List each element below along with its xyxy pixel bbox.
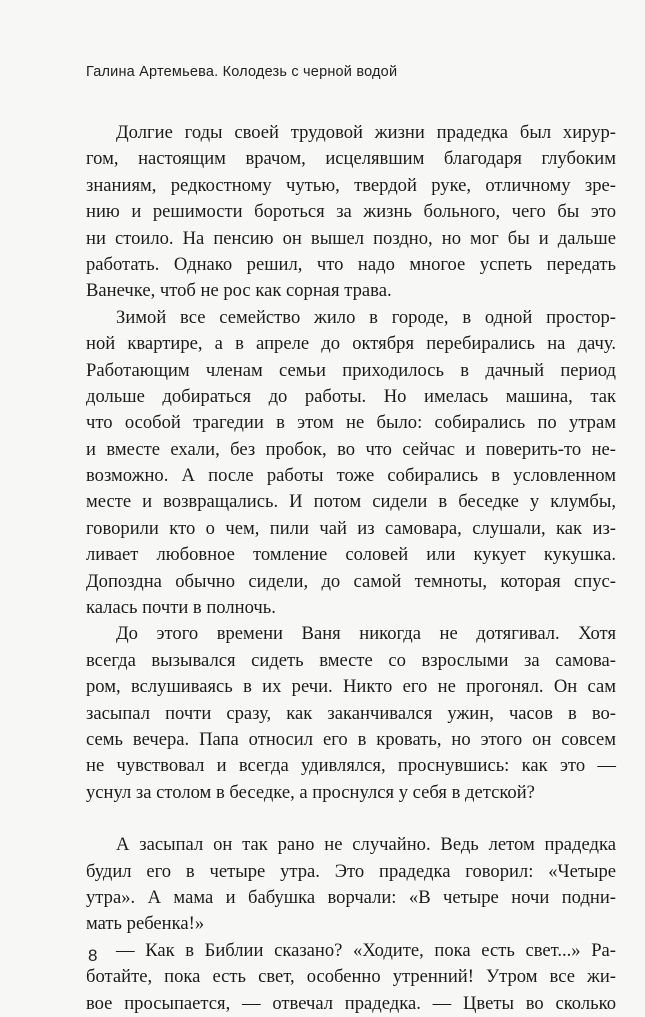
text-line: месте и возвращались. И потом сидели в беседке у клумбы,: [86, 491, 616, 513]
paragraph: [86, 832, 616, 938]
paragraph: [86, 621, 616, 806]
text-line: Работающим членам семьи приходилось в дачный период: [86, 359, 616, 381]
paragraph: [86, 120, 616, 305]
text-line: что особой трагедии в этом не было: собирались по утрам: [86, 412, 616, 434]
paragraph: [86, 305, 616, 622]
text-line: А засыпал он так рано не случайно. Ведь летом прадедка: [116, 834, 616, 856]
text-line: вое просыпается, — отвечал прадедка. — Цветы во сколько: [86, 992, 616, 1014]
text-line: Допоздна обычно сидели, до самой темноты, которая спус-: [86, 570, 616, 592]
text-line: ни стоило. На пенсию он вышел поздно, но мог бы и дальше: [86, 227, 616, 249]
text-line: ром, вслушиваясь в их речи. Никто его не прогонял. Он сам: [86, 676, 616, 698]
text-line: работать. Однако решил, что надо многое успеть передать: [86, 253, 616, 275]
text-line: возможно. А после работы тоже собирались в условленном: [86, 465, 616, 487]
text-line: засыпал почти сразу, как заканчивался ужин, часов в во-: [86, 702, 616, 724]
text-line: Долгие годы своей трудовой жизни прадедка был хирур-: [116, 122, 616, 143]
text-line: и вместе ехали, без пробок, во что сейчас и поверить-то не-: [86, 438, 616, 460]
text-line: мать ребенка!»: [86, 913, 205, 935]
text-line: нию и решимости бороться за жизнь больного, чего бы это: [86, 201, 616, 223]
body-text: [86, 120, 616, 1017]
text-line: всегда вызывался сидеть вместе со взрослыми за самова-: [86, 649, 616, 671]
text-line: Ванечке, чтоб не рос как сорная трава.: [86, 280, 392, 302]
text-line: уснул за столом в беседке, а проснулся у себя в детской?: [86, 781, 535, 803]
text-line: ной квартире, а в апреле до октября перебирались на дачу.: [86, 333, 616, 355]
text-line: дольше добираться до работы. Но имелась машина, так: [86, 385, 616, 407]
text-line: не чувствовал и всегда удивлялся, проснувшись: как это —: [86, 755, 616, 777]
text-line: гом, настоящим врачом, исцелявшим благодаря глубоким: [86, 148, 616, 170]
paragraph: [86, 938, 616, 1017]
text-line: ботайте, пока есть свет, особенно утренний! Утром все жи-: [86, 966, 616, 988]
text-line: говорили кто о чем, пили чай из самовара, слушали, как из-: [86, 517, 616, 539]
text-line: семь вечера. Папа относил его в кровать, но этого он совсем: [86, 728, 616, 750]
text-line: знаниям, редкостному чутью, твердой руке, отличному зре-: [86, 174, 616, 196]
section-break: [86, 806, 616, 832]
text-line: калась почти в полночь.: [86, 597, 276, 619]
page-number: 8: [88, 946, 98, 965]
text-line: До этого времени Ваня никогда не дотягивал. Хотя: [116, 623, 616, 645]
text-line: Зимой все семейство жило в городе, в одной простор-: [116, 306, 616, 328]
text-line: утра». А мама и бабушка ворчали: «В четыре ночи подни-: [86, 886, 616, 908]
text-line: — Как в Библии сказано? «Ходите, пока есть свет...» Ра-: [116, 939, 616, 961]
text-line: будил его в четыре утра. Это прадедка говорил: «Четыре: [86, 860, 616, 882]
text-line: ливает любовное томление соловей или кукует кукушка.: [86, 544, 616, 566]
running-head: Галина Артемьева. Колодезь с черной водой: [86, 64, 398, 80]
